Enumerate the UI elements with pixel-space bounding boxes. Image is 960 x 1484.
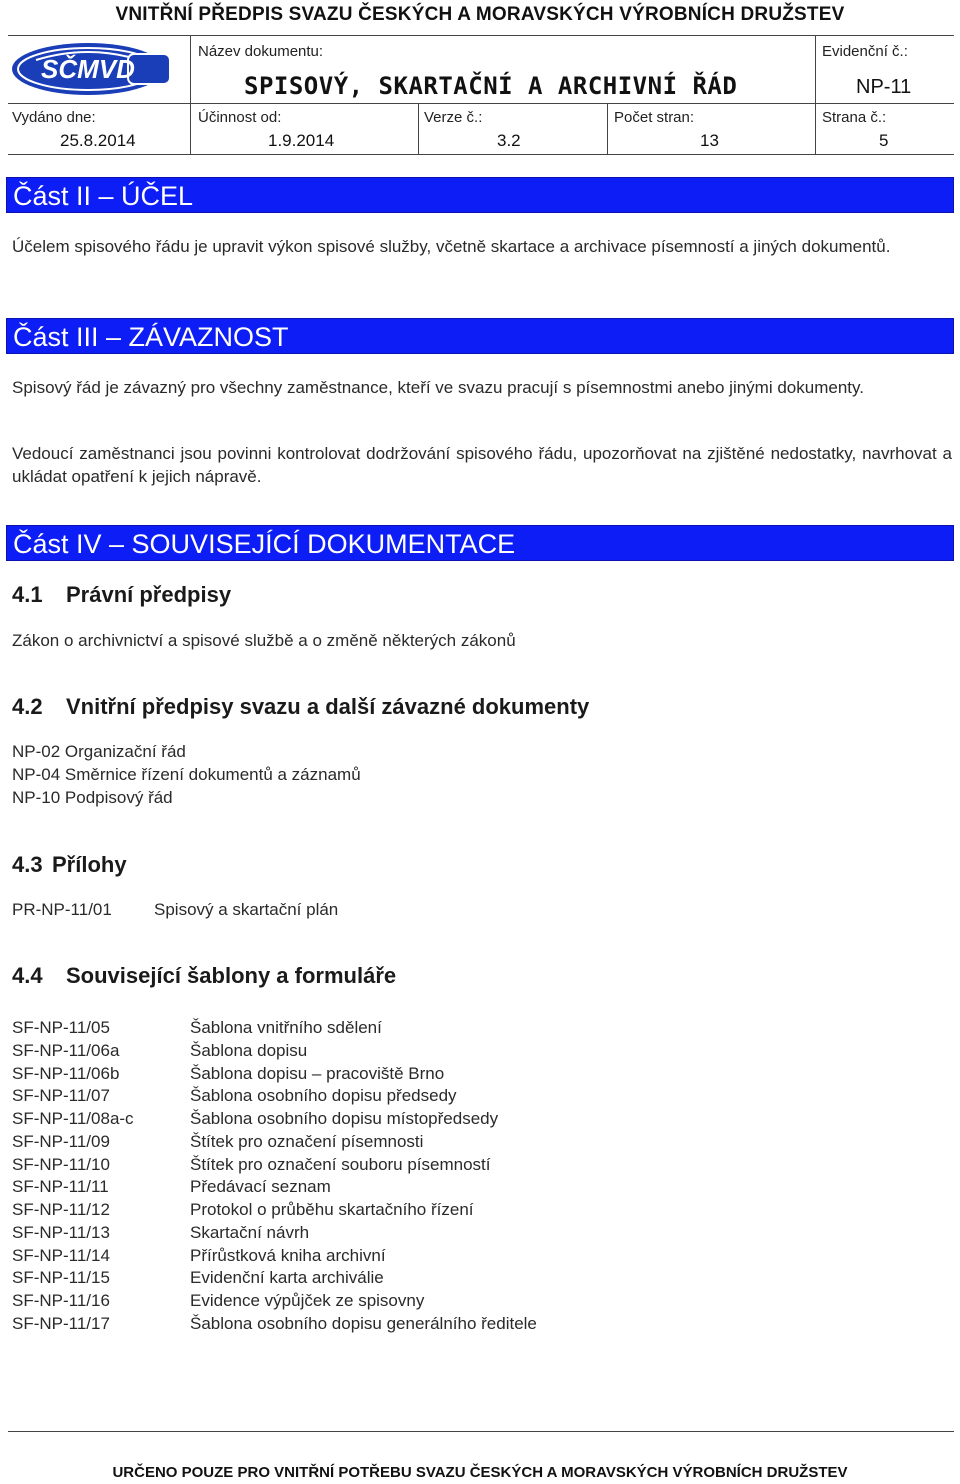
template-name: Šablona osobního dopisu generálního ředitele [190,1313,537,1333]
header-divider [190,35,191,154]
doc-name: SPISOVÝ, SKARTAČNÍ A ARCHIVNÍ ŘÁD [244,72,738,100]
footer-divider [8,1431,954,1432]
paragraph: Vedoucí zaměstnanci jsou povinni kontrolovat dodržování spisového řádu, upozorňovat na zjištěné nedostatky, navrhovat a ukládat opatření k jejich nápravě. [12,444,952,486]
svg-text:SČMVD: SČMVD [41,54,135,84]
subsection-number: 4.2 [12,694,43,719]
template-name: Štítek pro označení písemnosti [190,1131,424,1151]
template-name: Protokol o průběhu skartačního řízení [190,1200,474,1219]
template-name: Šablona osobního dopisu místopředsedy [190,1109,499,1128]
subsection-title: Vnitřní předpisy svazu a další závazné dokumenty [66,694,590,719]
template-name: Skartační návrh [190,1222,310,1242]
template-code: SF-NP-11/08a-c [12,1109,134,1128]
page-value: 5 [879,131,889,150]
template-code: SF-NP-11/07 [12,1086,110,1106]
template-code: SF-NP-11/15 [12,1268,110,1288]
template-code: SF-NP-11/06a [12,1040,120,1060]
attachment-name: Spisový a skartační plán [154,900,339,919]
doc-name-label: Název dokumentu: [198,43,324,60]
header-divider [607,103,608,154]
template-code: SF-NP-11/10 [12,1154,110,1174]
template-code: SF-NP-11/14 [12,1245,110,1265]
section-title: Část II – ÚČEL [13,181,194,211]
template-code: SF-NP-11/06b [12,1063,120,1083]
section-bar-part3 [6,318,954,354]
template-name: Šablona vnitřního sdělení [190,1018,382,1037]
template-code: SF-NP-11/09 [12,1131,110,1151]
template-name-list [190,1017,537,1336]
section-title: Část IV – SOUVISEJÍCÍ DOKUMENTACE [13,529,516,559]
page-label: Strana č.: [822,109,887,126]
header-divider [815,35,816,154]
paragraph: Účelem spisového řádu je upravit výkon spisové služby, včetně skartace a archivace písemností a jiných dokumentů. [12,237,891,256]
header-title: VNITŘNÍ PŘEDPIS SVAZU ČESKÝCH A MORAVSKÝCH VÝROBNÍCH DRUŽSTEV [115,4,845,25]
template-name: Evidence výpůjček ze spisovny [190,1291,425,1310]
subsection-heading [12,963,396,989]
template-name: Šablona dopisu – pracoviště Brno [190,1063,445,1083]
template-code: SF-NP-11/16 [12,1291,110,1310]
scmvd-logo [8,38,184,100]
header-divider [8,35,954,36]
template-name: Přírůstková kniha archivní [190,1245,386,1265]
template-code: SF-NP-11/13 [12,1222,110,1242]
effective-label: Účinnost od: [198,109,282,126]
section-bar-part4 [6,525,954,561]
list-item: NP-02 Organizační řád [12,742,186,761]
header-divider [8,154,954,155]
template-name: Evidenční karta archiválie [190,1268,384,1288]
template-code-list [12,1017,134,1336]
footer-text: URČENO POUZE PRO VNITŘNÍ POTŘEBU SVAZU ČESKÝCH A MORAVSKÝCH VÝROBNÍCH DRUŽSTEV [112,1464,848,1481]
subsection-heading [12,852,127,878]
template-name: Šablona osobního dopisu předsedy [190,1086,457,1106]
list-item: NP-04 Směrnice řízení dokumentů a záznamů [12,765,361,784]
attachment-code: PR-NP-11/01 [12,900,112,919]
paragraph: Spisový řád je závazný pro všechny zaměstnance, kteří ve svazu pracují s písemnostmi anebo jinými dokumenty. [12,378,864,397]
subsection-number: 4.4 [12,963,43,988]
version-value: 3.2 [497,131,521,150]
pages-value: 13 [700,131,719,150]
subsection-number: 4.3 [12,852,43,877]
template-name: Šablona dopisu [190,1040,308,1060]
template-name: Štítek pro označení souboru písemností [190,1154,491,1174]
template-code: SF-NP-11/05 [12,1018,110,1037]
pages-label: Počet stran: [614,109,695,126]
paragraph: Zákon o archivnictví a spisové službě a o změně některých zákonů [12,631,516,650]
subsection-title: Přílohy [52,852,127,877]
version-label: Verze č.: [424,109,483,126]
effective-value: 1.9.2014 [268,131,335,150]
template-name: Předávací seznam [190,1177,331,1197]
issued-value: 25.8.2014 [60,131,136,150]
subsection-number: 4.1 [12,582,43,607]
template-code: SF-NP-11/17 [12,1313,110,1333]
issued-label: Vydáno dne: [12,109,96,126]
section-title: Část III – ZÁVAZNOST [13,322,289,352]
subsection-title: Právní předpisy [66,582,232,607]
subsection-heading [12,694,589,720]
template-code: SF-NP-11/12 [12,1200,110,1219]
list-item: NP-10 Podpisový řád [12,788,173,807]
header-divider [418,103,419,154]
section-bar-part2 [6,177,954,213]
header-divider [8,103,954,104]
subsection-title: Související šablony a formuláře [66,963,397,988]
subsection-heading [12,582,231,608]
evid-value: NP-11 [856,76,912,98]
evid-label: Evidenční č.: [822,43,908,60]
template-code: SF-NP-11/11 [12,1177,109,1197]
